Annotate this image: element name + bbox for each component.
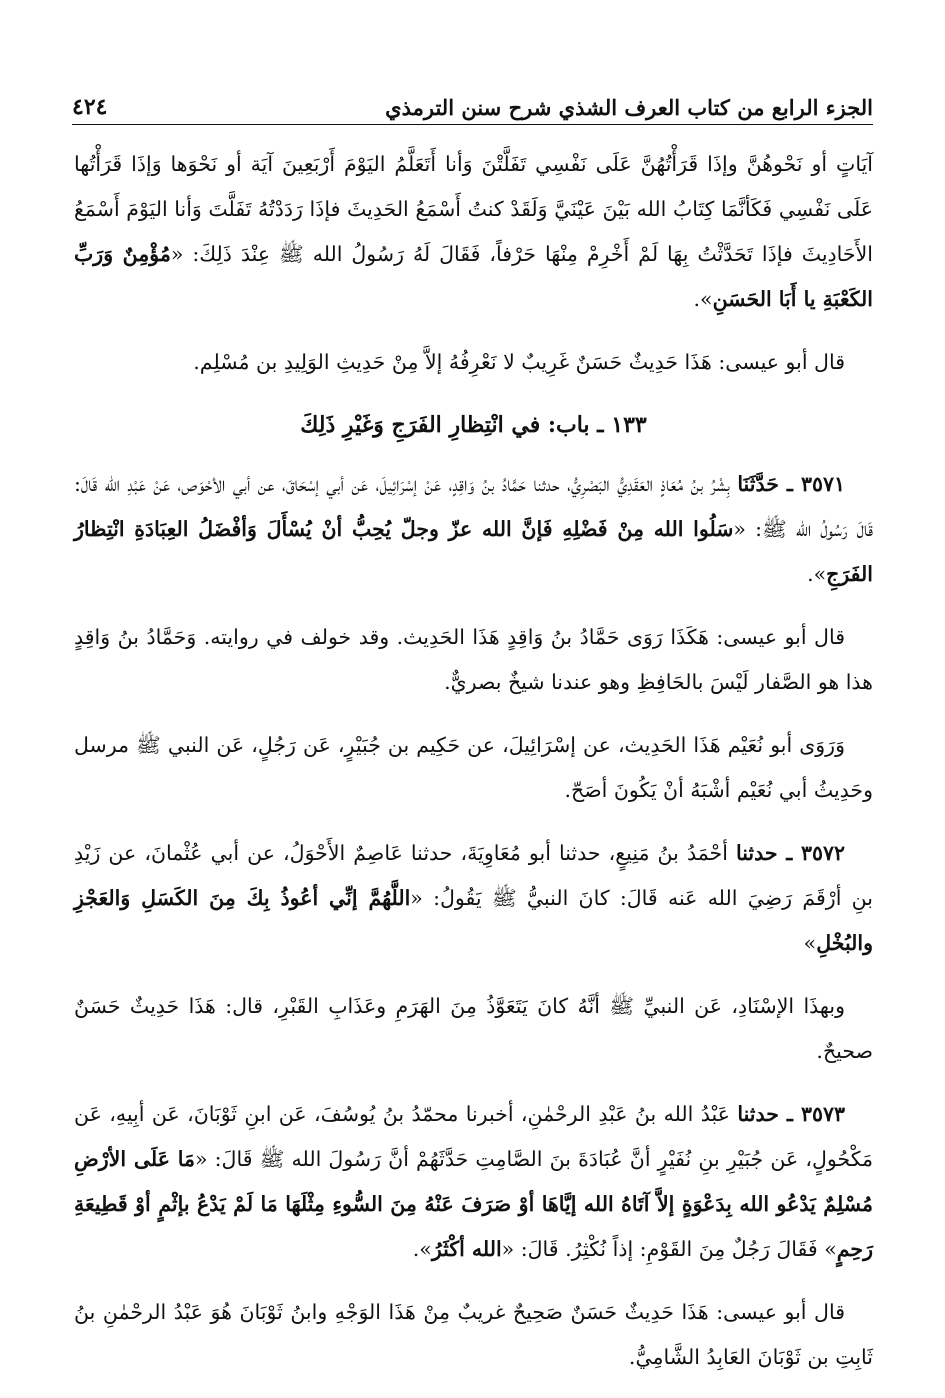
- page-number: ٤٢٤: [72, 94, 108, 120]
- running-title: الجزء الرابع من كتاب العرف الشذي شرح سنن الترمذي: [385, 95, 873, 120]
- hadith-number: ٣٥٧٣ ـ: [778, 1102, 846, 1126]
- hadith-matn: سَلُوا الله مِنْ فَضْلِهِ فَإنَّ الله عزّ وجلّ يُحِبُّ أنْ يُسْأَلَ وَأفْضَلُ العِبَادَةِ انْتِظارُ الفَرَجِ: [74, 517, 873, 586]
- running-header: [72, 84, 873, 120]
- text-run: آيَاتٍ أو نَحْوهُنَّ وإذَا قَرَأْتُهُنَّ عَلَى نَفْسِي تَفَلَّتْنَ وَأنا أَتَعَلَّمُ اليَوْمَ أَرْبَعِينَ آيَة أو نَحْوَها وَإذَا قَرَأْتُها عَلَى نَفْسِي فَكَأنَّمَا كِتَابُ الله بَيْنَ عَيْنَيَّ وَلَقَدْ كنتُ أَسْمَعُ الحَدِيثَ فإذَا رَدَدْتُهُ تَفَلَّتَ وَأنا اليَوْمَ أَسْمَعُ الأَحَادِيثَ فإذَا تَحَدَّثْتُ بِهَا لَمْ أَخْرِمْ مِنْهَا حَرْفاً، فَقَالَ لَهُ رَسُولُ الله ﷺ عِنْدَ ذَلِكَ: «: [74, 152, 873, 266]
- text-run: ».: [807, 562, 827, 586]
- chapter-heading: ١٣٣ ـ باب: في انْتِظارِ الفَرَجِ وَغَيْرِ ذَلِكَ: [300, 412, 647, 438]
- hadith-lead-word: حدثنا: [736, 841, 778, 865]
- hadith-number: ٣٥٧٢ ـ: [777, 841, 846, 865]
- hadith-isnad: عَبْدُ الله بنُ عَبْدِ الرحْمٰنِ، أخبرنا محمّدُ بنُ يُوسُفَ، عَن ابنِ ثَوْبَانَ، عَن أبِيهِ، عَن مَكْحُولٍ، عَن جُبَيْرِ بنِ نُفَيْرٍ أنَّ عُبَادَةَ بنَ الصَّامِتِ حَدَّثَهُمْ أنَّ رَسُولَ الله ﷺ قَالَ: «: [74, 1102, 873, 1171]
- alternate-narration: وَرَوَى أبو نُعَيْم هَذَا الحَدِيث، عن إسْرَائِيلَ، عن حَكِيم بن جُبَيْرٍ، عَن رَجُلٍ، عَن النبي ﷺ مرسل وحَدِيثُ أبي نُعَيْم أشْبَهُ أنْ يَكُونَ أصَحّ.: [74, 733, 873, 802]
- abu-isa-comment: قال أبو عيسى: هَذَا حَدِيثٌ حَسَنٌ صَحِيحٌ غريبٌ مِنْ هَذَا الوَجْهِ وابنُ ثَوْبَانَ هُوَ عَبْدُ الرحْمٰنِ بنُ ثَابِتِ بن ثَوْبَانَ العَابِدُ الشَّامِيُّ.: [74, 1300, 873, 1369]
- abu-isa-comment: قال أبو عيسى: هَكَذَا رَوَى حَمَّادُ بنُ وَاقِدٍ هَذَا الحَدِيث. وقد خولف في روايته. وَحَمَّادُ بنُ وَاقِدٍ هذا هو الصَّفار لَيْسَ بالحَافِظِ وهو عندنا شيخٌ بصريٌّ.: [74, 625, 873, 694]
- hadith-lead-word: حَدَّثَنَا: [737, 472, 779, 496]
- hadith-number: ٣٥٧١ ـ: [778, 472, 845, 496]
- text-run: »: [803, 931, 817, 955]
- paragraph-continuation: [74, 142, 873, 322]
- text-run: ».: [412, 1237, 432, 1261]
- hadith-isnad: أحْمَدُ بنُ مَنِيعٍ، حدثنا أبو مُعَاوِيَةَ، حدثنا عَاصِمٌ الأَحْوَلُ، عن أبي عُثْمانَ، عن زَيْدِ بنِ أرْقَمَ رَضِيَ الله عَنه قَالَ: كانَ النبيُّ ﷺ يَقُولُ: «: [74, 841, 873, 910]
- hadith-3573: [74, 1092, 873, 1272]
- hadith-matn: الله أكْثَرُ: [431, 1237, 502, 1261]
- hadith-matn: مُؤْمِنٌ وَرَبِّ الكَعْبَةِ يا أَبَا الحَسَنِ: [74, 242, 873, 311]
- header-rule: [72, 124, 873, 125]
- hadith-matn: اللَّهُمَّ إنِّي أعُوذُ بِكَ مِنَ الكَسَلِ وَالعَجْزِ والبُخْلِ: [74, 886, 873, 955]
- page-body: [74, 142, 873, 1398]
- hadith-3571: [74, 462, 873, 597]
- hadith-lead-word: حدثنا: [737, 1102, 779, 1126]
- abu-isa-comment: قال أبو عيسى: هَذَا حَدِيثٌ حَسَنٌ غَرِيبٌ لا نَعْرِفُهُ إلاَّ مِنْ حَدِيثِ الوَلِيدِ بن مُسْلِم.: [193, 350, 845, 374]
- hadith-isnad: بِشْرُ بنُ مُعَاذٍ العَقَدِيُّ البَصْرِيُّ، حدثنا حَمَّادُ بنُ وَاقِدٍ، عَنْ إسْرَائِيلَ، عَن أبي إسْحَاقَ، عن أبي الأحْوَص، عَنْ عَبْدِ الله قَالَ: قَالَ رَسُولُ الله ﷺ: «: [74, 472, 873, 541]
- hadith-3572: [74, 831, 873, 966]
- isnad-note: وبهذَا الإسْنَادِ، عَن النبيِّ ﷺ أنَّهُ كانَ يَتَعَوَّذُ مِنَ الهَرَمِ وعَذَابِ القَبْرِ، قال: هَذَا حَدِيثٌ حَسَنٌ صحيحٌ.: [74, 994, 873, 1063]
- text-run: » فَقَالَ رَجُلٌ مِنَ القَوْمِ: إذاً نُكْثِرُ. قَالَ: «: [501, 1237, 837, 1261]
- text-run: ».: [693, 287, 713, 311]
- hadith-matn: مَا عَلَى الأرْضِ مُسْلِمٌ يَدْعُو الله بِدَعْوَةٍ إلاَّ آتَاهُ الله إيَّاهَا أوْ صَرَفَ عَنْهُ مِنَ السُّوءِ مِثْلَهَا مَا لَمْ يَدْعُ بإثْمٍ أوْ قَطِيعَةِ رَحِمٍ: [74, 1147, 873, 1261]
